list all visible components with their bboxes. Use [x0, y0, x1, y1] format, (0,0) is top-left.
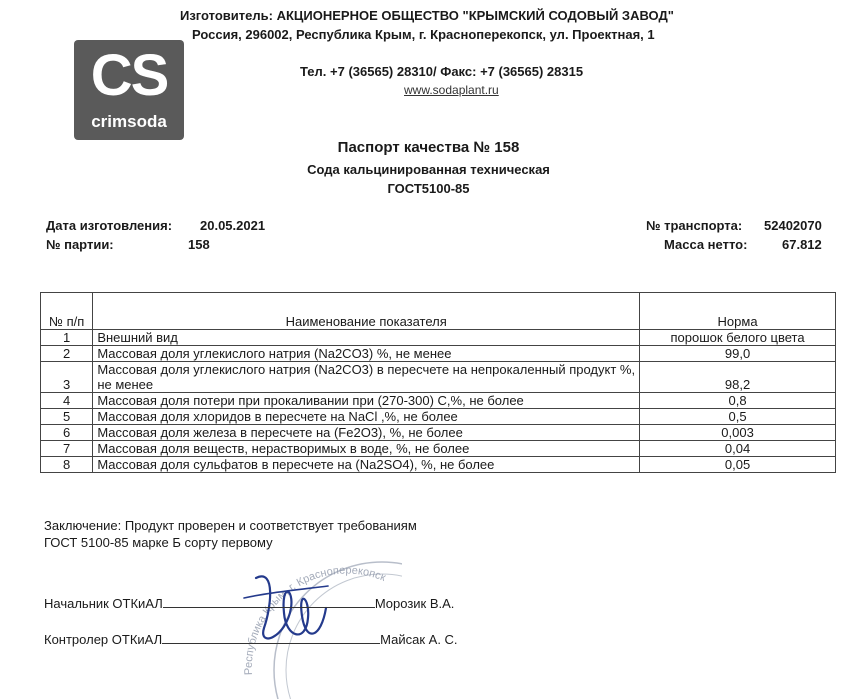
- website-link[interactable]: www.sodaplant.ru: [404, 83, 499, 97]
- mass-label: Масса нетто:: [664, 237, 748, 252]
- signature-underline: [162, 630, 380, 644]
- transport-value: 52402070: [764, 218, 822, 233]
- row-num: 4: [41, 393, 93, 409]
- row-num: 1: [41, 330, 93, 346]
- stamp-text: Республика Крым, г. Красноперекопск: [242, 564, 388, 676]
- row-num: 6: [41, 425, 93, 441]
- phone-fax: Тел. +7 (36565) 28310/ Факс: +7 (36565) 28315: [300, 64, 584, 79]
- row-norm: 0,8: [640, 393, 836, 409]
- row-name: Массовая доля потери при прокаливании при (270-300) С,%, не более: [93, 393, 640, 409]
- row-norm: 0,003: [640, 425, 836, 441]
- header-num: № п/п: [41, 293, 93, 330]
- quality-table: [40, 292, 836, 473]
- controller-name: Майсак А. С.: [380, 632, 458, 647]
- signature-underline: [163, 594, 375, 608]
- table-row: [41, 330, 836, 346]
- header-norm: Норма: [640, 293, 836, 330]
- row-name: Массовая доля веществ, нерастворимых в воде, %, не более: [93, 441, 640, 457]
- row-name: Массовая доля железа в пересчете на (Fe2O3), %, не более: [93, 425, 640, 441]
- batch-label: № партии:: [46, 237, 114, 252]
- row-num: 2: [41, 346, 93, 362]
- product-name: Сода кальцинированная техническая: [307, 162, 550, 177]
- row-name: Массовая доля хлоридов в пересчете на NaCl ,%, не более: [93, 409, 640, 425]
- conclusion-line-1: Заключение: Продукт проверен и соответствует требованиям: [44, 518, 417, 533]
- row-name: Массовая доля углекислого натрия (Na2CO3) в пересчете на непрокаленный продукт %, не менее: [93, 362, 640, 393]
- batch-value: 158: [188, 237, 210, 252]
- row-norm: порошок белого цвета: [640, 330, 836, 346]
- row-num: 8: [41, 457, 93, 473]
- manufacturer-line: Изготовитель: АКЦИОНЕРНОЕ ОБЩЕСТВО "КРЫМСКИЙ СОДОВЫЙ ЗАВОД": [180, 8, 674, 23]
- company-logo: [74, 40, 184, 140]
- row-norm: 0,04: [640, 441, 836, 457]
- table-row: [41, 393, 836, 409]
- row-name: Массовая доля углекислого натрия (Na2CO3) %, не менее: [93, 346, 640, 362]
- table-row: [41, 409, 836, 425]
- head-signature-line: [44, 594, 454, 611]
- head-name: Морозик В.А.: [374, 596, 455, 611]
- header-name: Наименование показателя: [93, 293, 640, 330]
- date-value: 20.05.2021: [200, 218, 266, 233]
- logo-mark: CS: [90, 43, 168, 108]
- table-header-row: [41, 293, 836, 330]
- document-title: Паспорт качества № 158: [337, 139, 520, 156]
- table-row: [41, 441, 836, 457]
- row-num: 5: [41, 409, 93, 425]
- table-row: [41, 362, 836, 393]
- controller-signature-line: [44, 630, 458, 647]
- row-norm: 0,5: [640, 409, 836, 425]
- logo-name: crimsoda: [91, 112, 167, 131]
- product-standard: ГОСТ5100-85: [387, 181, 470, 196]
- row-norm: 98,2: [640, 362, 836, 393]
- row-num: 3: [41, 362, 93, 393]
- transport-label: № транспорта:: [646, 218, 743, 233]
- mass-value: 67.812: [782, 237, 822, 252]
- table-row: [41, 457, 836, 473]
- head-role: Начальник ОТКиАЛ: [44, 596, 163, 611]
- row-num: 7: [41, 441, 93, 457]
- date-label: Дата изготовления:: [46, 218, 173, 233]
- row-norm: 99,0: [640, 346, 836, 362]
- address-line: Россия, 296002, Республика Крым, г. Красноперекопск, ул. Проектная, 1: [192, 27, 655, 42]
- table-row: [41, 346, 836, 362]
- row-name: Внешний вид: [93, 330, 640, 346]
- controller-role: Контролер ОТКиАЛ: [44, 632, 163, 647]
- row-name: Массовая доля сульфатов в пересчете на (Na2SO4), %, не более: [93, 457, 640, 473]
- row-norm: 0,05: [640, 457, 836, 473]
- table-row: [41, 425, 836, 441]
- conclusion-line-2: ГОСТ 5100-85 марке Б сорту первому: [44, 535, 273, 550]
